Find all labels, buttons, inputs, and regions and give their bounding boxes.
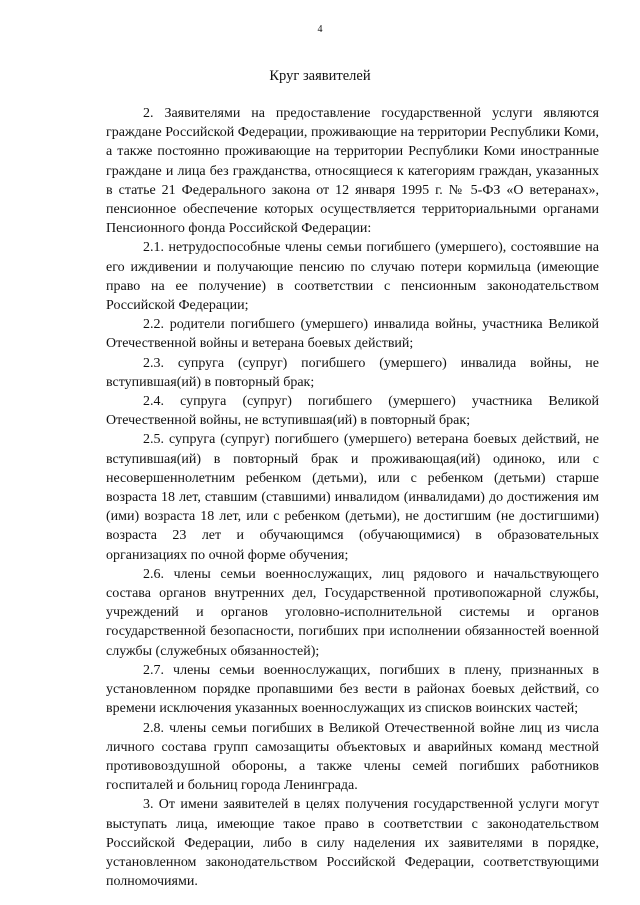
paragraph-applicants: 2. Заявителями на предоставление государственной услуги являются граждане Российской Федерации, проживающие на территории Республики Коми, а также постоянно проживающие на территории Республики Коми иностранные граждане и лица без гражданства, относящиеся к категориям граждан, указанных в статье 21 Федерального закона от 12 января 1995 г. № 5-ФЗ «О ветеранах», пенсионное обеспечение которых осуществляется территориальными органами Пенсионного фонда Российской Федерации: bbox=[106, 106, 599, 237]
body-text bbox=[106, 104, 599, 891]
paragraph-2-4: 2.4. супруга (супруг) погибшего (умершего) участника Великой Отечественной войны, не вступившая(ий) в повторный брак; bbox=[106, 394, 599, 429]
paragraph-2-2: 2.2. родители погибшего (умершего) инвалида войны, участника Великой Отечественной войны и ветерана боевых действий; bbox=[106, 317, 599, 352]
paragraph-representatives: 3. От имени заявителей в целях получения государственной услуги могут выступать лица, имеющие такое право в соответствии с законодательством Российской Федерации, либо в силу наделения их заявителями в порядке, установленном законодательством Российской Федерации, соответствующими полномочиями. bbox=[106, 797, 599, 890]
paragraph-2-3: 2.3. супруга (супруг) погибшего (умершего) инвалида войны, не вступившая(ий) в повторный брак; bbox=[106, 355, 599, 390]
section-heading: Круг заявителей bbox=[269, 68, 371, 84]
paragraph-2-5: 2.5. супруга (супруг) погибшего (умершего) ветерана боевых действий, не вступившая(ий) в повторный брак и проживающая(ий) одиноко, или с несовершеннолетним ребенком (детьми), или с ребенком (детьми) старше возраста 18 лет, ставшим (ставшими) инвалидом (инвалидами) до достижения им (ими) возраста 18 лет, или с ребенком (детьми), не достигшим (не достигшими) возраста 23 лет и обучающимся (обучающимися) в образовательных организациях по очной форме обучения; bbox=[106, 432, 599, 563]
page-number: 4 bbox=[317, 24, 323, 35]
paragraph-2-8: 2.8. члены семьи погибших в Великой Отечественной войне лиц из числа личного состава групп самозащиты объектовых и аварийных команд местной противовоздушной обороны, а также члены семей погибших работников госпиталей и больниц города Ленинграда. bbox=[106, 720, 599, 794]
paragraph-2-7: 2.7. члены семьи военнослужащих, погибших в плену, признанных в установленном порядке пропавшими без вести в районах боевых действий, со времени исключения указанных военнослужащих из списков воинских частей; bbox=[106, 662, 599, 717]
paragraph-2-6: 2.6. члены семьи военнослужащих, лиц рядового и начальствующего состава органов внутренних дел, Государственной противопожарной службы, учреждений и органов уголовно-исполнительной системы и органов государственной безопасности, погибших при исполнении обязанностей военной службы (служебных обязанностей); bbox=[106, 566, 599, 659]
paragraph-2-1: 2.1. нетрудоспособные члены семьи погибшего (умершего), состоявшие на его иждивении и получающие пенсию по случаю потери кормильца (имеющие право на ее получение) в соответствии с пенсионным законодательством Российской Федерации; bbox=[106, 240, 599, 314]
